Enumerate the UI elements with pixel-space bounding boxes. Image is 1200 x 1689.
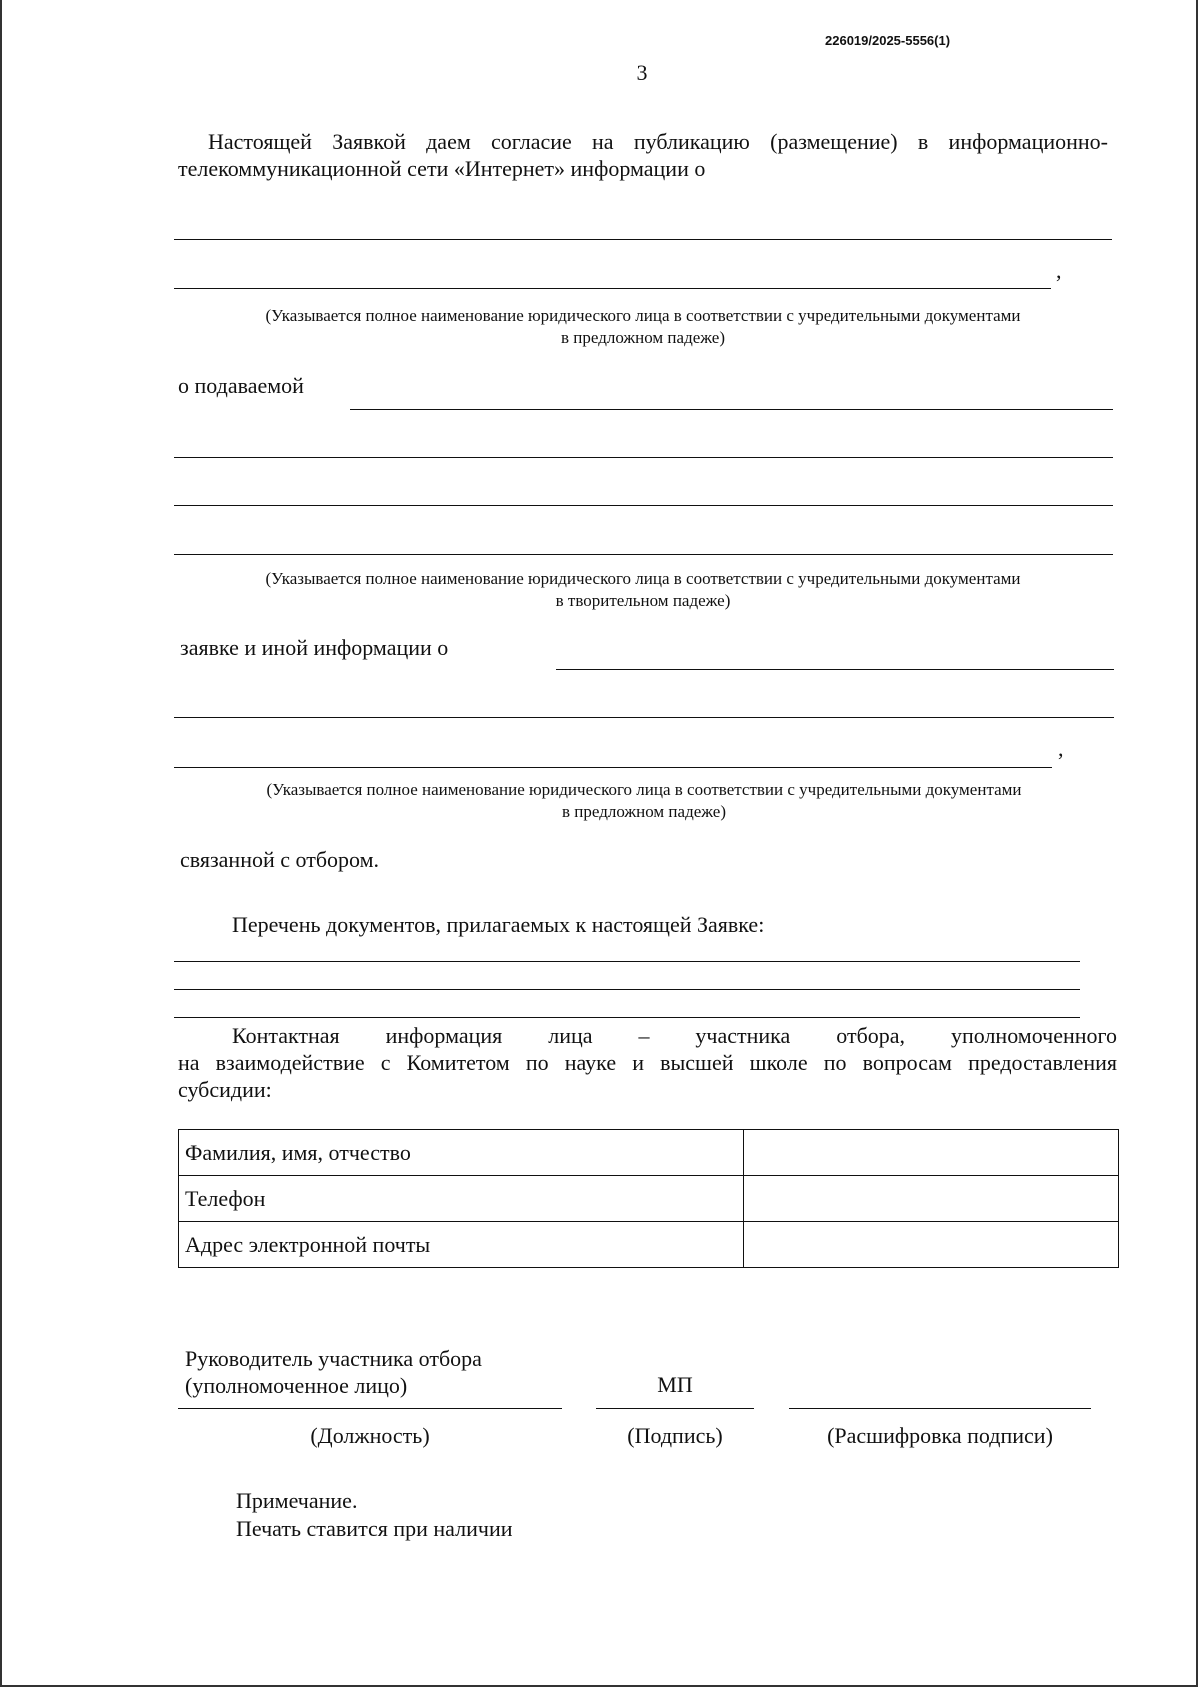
consent-paragraph-line2: телекоммуникационной сети «Интернет» информации о [178, 156, 706, 181]
submitted-field-4[interactable] [174, 554, 1113, 555]
contact-value-phone[interactable] [744, 1176, 1119, 1222]
closing-text: связанной с отбором. [180, 847, 380, 872]
position-field[interactable] [178, 1408, 562, 1409]
note-3-line2: в предложном падеже) [562, 802, 726, 821]
signatory-line2: (уполномоченное лицо) [185, 1373, 408, 1398]
submitted-label: о подаваемой [178, 373, 304, 398]
note-2-line2: в творительном падеже) [555, 591, 731, 610]
footnote-text: Печать ставится при наличии [236, 1516, 513, 1541]
signature-field[interactable] [596, 1408, 754, 1409]
contact-value-name[interactable] [744, 1130, 1119, 1176]
table-row [179, 1222, 1119, 1268]
submitted-field-1[interactable] [350, 409, 1113, 410]
note-1 [174, 305, 1112, 349]
stamp-label: МП [657, 1372, 693, 1397]
signatory-line1: Руководитель участника отбора [185, 1346, 482, 1371]
signature-caption: (Подпись) [627, 1423, 723, 1448]
contact-label-name: Фамилия, имя, отчество [179, 1130, 744, 1176]
contact-intro-line3: субсидии: [178, 1077, 272, 1102]
contact-intro-line1: Контактная информация лица – участника отбора, уполномоченного [232, 1023, 1117, 1048]
org-name-field-1[interactable] [174, 239, 1112, 240]
contact-value-email[interactable] [744, 1222, 1119, 1268]
decoding-field[interactable] [789, 1408, 1091, 1409]
contact-label-phone: Телефон [179, 1176, 744, 1222]
note-2-line1: (Указывается полное наименование юридического лица в соответствии с учредительными документами [265, 569, 1021, 588]
note-1-line1: (Указывается полное наименование юридического лица в соответствии с учредительными документами [265, 306, 1021, 325]
note-1-line2: в предложном падеже) [561, 328, 725, 347]
other-info-field-3[interactable] [174, 767, 1052, 768]
documents-heading: Перечень документов, прилагаемых к настоящей Заявке: [232, 912, 765, 937]
contact-label-email: Адрес электронной почты [179, 1222, 744, 1268]
documents-field-2[interactable] [174, 989, 1080, 990]
submitted-field-3[interactable] [174, 505, 1113, 506]
registration-number: 226019/2025-5556(1) [825, 33, 951, 48]
comma-2: , [1058, 736, 1064, 761]
table-row [179, 1130, 1119, 1176]
org-name-field-2[interactable] [174, 288, 1051, 289]
footnote-title: Примечание. [236, 1488, 358, 1513]
consent-paragraph-line1: Настоящей Заявкой даем согласие на публикацию (размещение) в информационно- [208, 129, 1108, 154]
submitted-field-2[interactable] [174, 457, 1113, 458]
other-info-field-1[interactable] [556, 669, 1114, 670]
other-info-label: заявке и иной информации о [180, 635, 449, 660]
decoding-caption: (Расшифровка подписи) [827, 1423, 1053, 1448]
note-3 [174, 779, 1114, 823]
page-number: 3 [636, 60, 648, 85]
documents-field-3[interactable] [174, 1017, 1080, 1018]
documents-field-1[interactable] [174, 961, 1080, 962]
note-3-line1: (Указывается полное наименование юридического лица в соответствии с учредительными документами [266, 780, 1022, 799]
position-caption: (Должность) [310, 1423, 430, 1448]
contact-intro-line2: на взаимодействие с Комитетом по науке и высшей школе по вопросам предоставления [178, 1050, 1117, 1075]
note-2 [174, 568, 1112, 612]
comma-1: , [1056, 258, 1062, 283]
other-info-field-2[interactable] [174, 717, 1114, 718]
contact-table [178, 1129, 1119, 1268]
table-row [179, 1176, 1119, 1222]
